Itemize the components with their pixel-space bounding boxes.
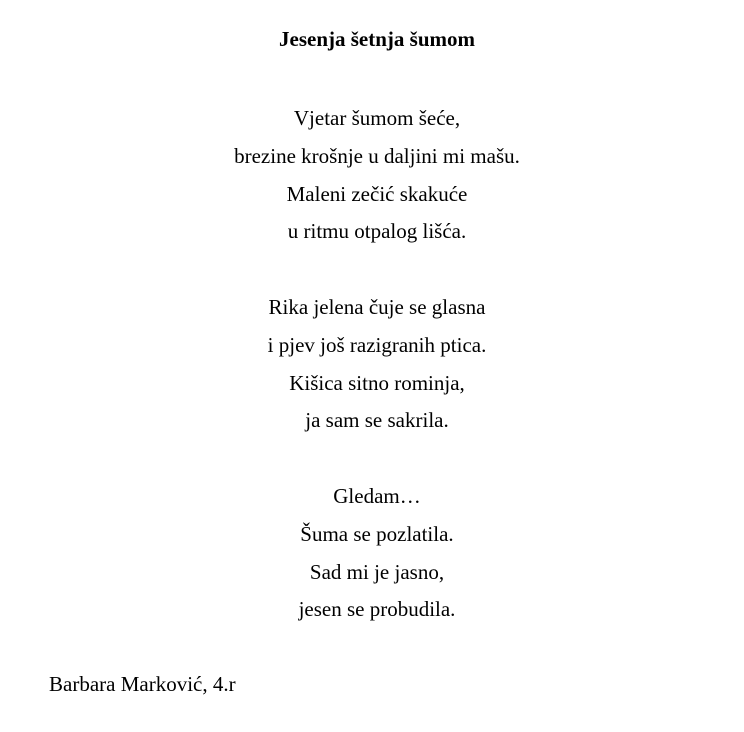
stanza-1 xyxy=(0,100,744,251)
poem-line: Gledam… xyxy=(333,483,421,508)
poem-line: Šuma se pozlatila. xyxy=(300,521,454,546)
poem-line: Sad mi je jasno, xyxy=(309,559,445,584)
stanza-3 xyxy=(0,478,744,629)
poem-line: i pjev još razigranih ptica. xyxy=(267,332,487,357)
stanza-2 xyxy=(0,289,744,440)
poem-body xyxy=(0,100,744,629)
poem-line: brezine krošnje u daljini mi mašu. xyxy=(234,143,520,168)
poem-title: Jesenja šetnja šumom xyxy=(279,27,475,51)
poem-line: Rika jelena čuje se glasna xyxy=(268,294,486,319)
poem-line: u ritmu otpalog lišća. xyxy=(287,219,467,244)
poem-line: Maleni zečić skakuće xyxy=(286,181,468,206)
poem-line: Vjetar šumom šeće, xyxy=(293,106,461,130)
poem-line: Kišica sitno rominja, xyxy=(289,370,465,395)
poem-line: jesen se probudila. xyxy=(298,597,456,622)
poem-line: ja sam se sakrila. xyxy=(305,408,449,433)
author-signature: Barbara Marković, 4.r xyxy=(49,672,236,696)
